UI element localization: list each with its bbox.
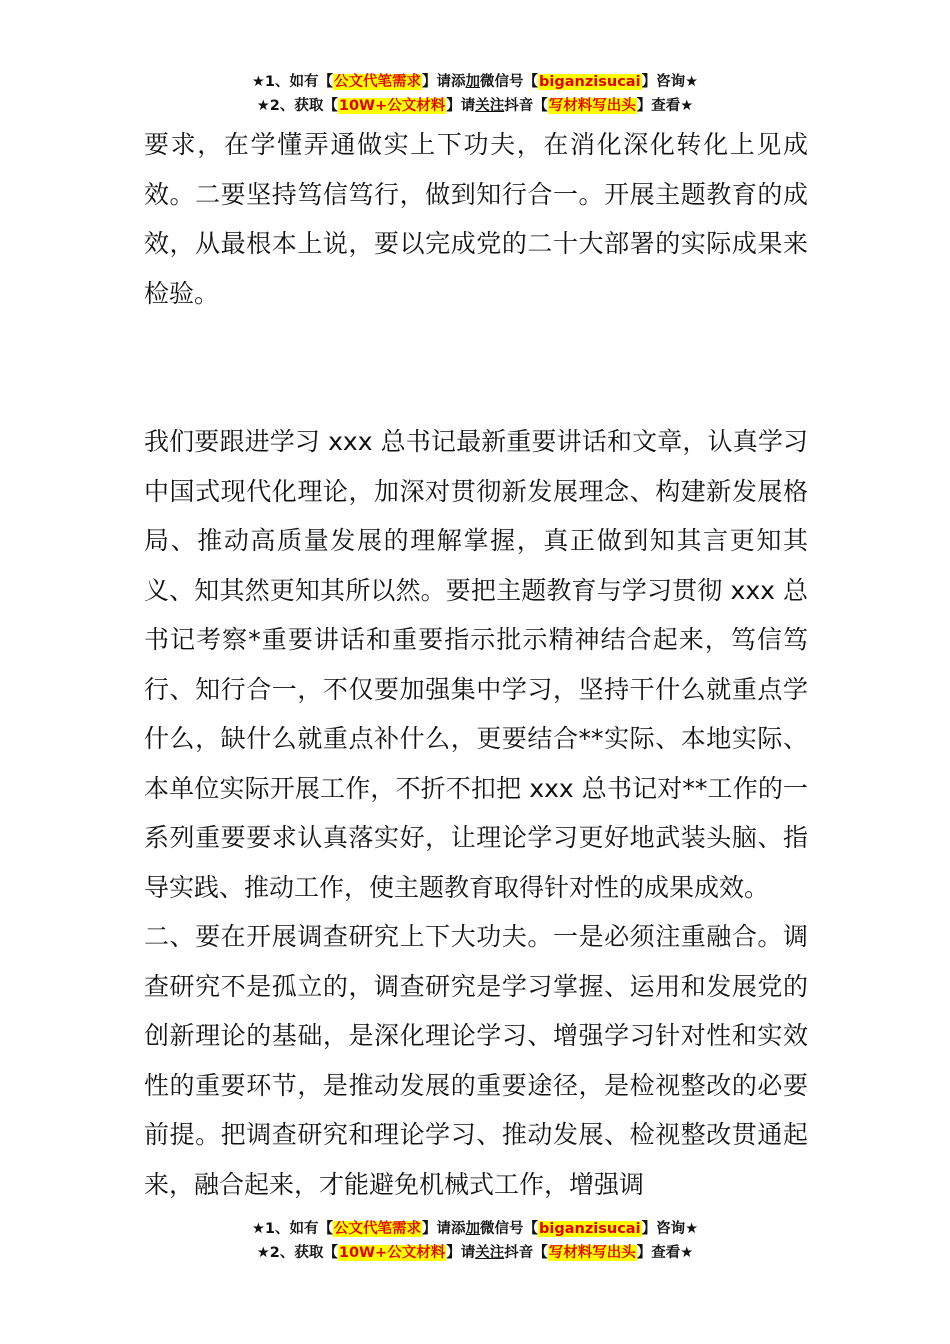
banner-text: 关注 [475,1245,505,1261]
banner-text: 加 [465,74,481,90]
header-banner [0,70,950,118]
banner-text: 抖音【 [504,98,548,114]
banner-text: 】查看★ [636,1245,694,1261]
banner-text: ★1、如有【 [251,1221,334,1237]
banner-text: 微信号【 [480,74,539,90]
footer-banner [0,1217,950,1265]
banner-text: 】查看★ [636,98,694,114]
banner-highlight: 10W+公文材料 [338,98,446,114]
banner-highlight: 写材料写出头 [548,98,636,114]
document-body [144,120,808,1209]
banner-line-1 [0,1217,950,1241]
banner-text: 】咨询★ [641,74,699,90]
banner-line-1 [0,70,950,94]
banner-highlight: 公文代笔需求 [334,74,422,90]
banner-text: 关注 [475,98,505,114]
banner-highlight: 写材料写出头 [548,1245,636,1261]
banner-text: 】请 [446,98,476,114]
paragraph: 要求，在学懂弄通做实上下功夫，在消化深化转化上见成效。二要坚持笃信笃行，做到知行合一。开展主题教育的成效，从最根本上说，要以完成党的二十大部署的实际成果来检验。 [144,130,808,308]
banner-line-2 [0,1241,950,1265]
paragraph-gap [144,368,808,418]
banner-highlight: 公文代笔需求 [334,1221,422,1237]
banner-text: 微信号【 [480,1221,539,1237]
banner-text: ★2、获取【 [256,1245,338,1261]
paragraph: 二、要在开展调查研究上下大功夫。一是必须注重融合。调查研究不是孤立的，调查研究是学习掌握、运用和发展党的创新理论的基础，是深化理论学习、增强学习针对性和实效性的重要环节，是推动发展的重要途径，是检视整改的必要前提。把调查研究和理论学习、推动发展、检视整改贯通起来，融合起来，才能避免机械式工作，增强调 [144,922,808,1199]
paragraph-gap [144,318,808,368]
banner-highlight: biganzisucai [539,1221,641,1237]
banner-text: ★1、如有【 [251,74,334,90]
banner-text: 抖音【 [504,1245,548,1261]
banner-text: 】请 [446,1245,476,1261]
paragraph: 我们要跟进学习 xxx 总书记最新重要讲话和文章，认真学习中国式现代化理论，加深对贯彻新发展理念、构建新发展格局、推动高质量发展的理解掌握，真正做到知其言更知其义、知其然更知其所以然。要把主题教育与学习贯彻 xxx 总书记考察*重要讲话和重要指示批示精神结合起来，笃信笃行、知行合一，不仅要加强集中学习，坚持干什么就重点学什么，缺什么就重点补什么，更要结合**实际、本地实际、本单位实际开展工作，不折不扣把 xxx 总书记对**工作的一系列重要要求认真落实好，让理论学习更好地武装头脑、指导实践、推动工作，使主题教育取得针对性的成果成效。 [144,427,808,902]
banner-text: 】咨询★ [641,1221,699,1237]
banner-text: 】请添 [422,74,466,90]
banner-text: 】请添 [422,1221,466,1237]
banner-text: ★2、获取【 [256,98,338,114]
banner-text: 加 [465,1221,481,1237]
banner-line-2 [0,94,950,118]
banner-highlight: biganzisucai [539,74,641,90]
banner-highlight: 10W+公文材料 [338,1245,446,1261]
